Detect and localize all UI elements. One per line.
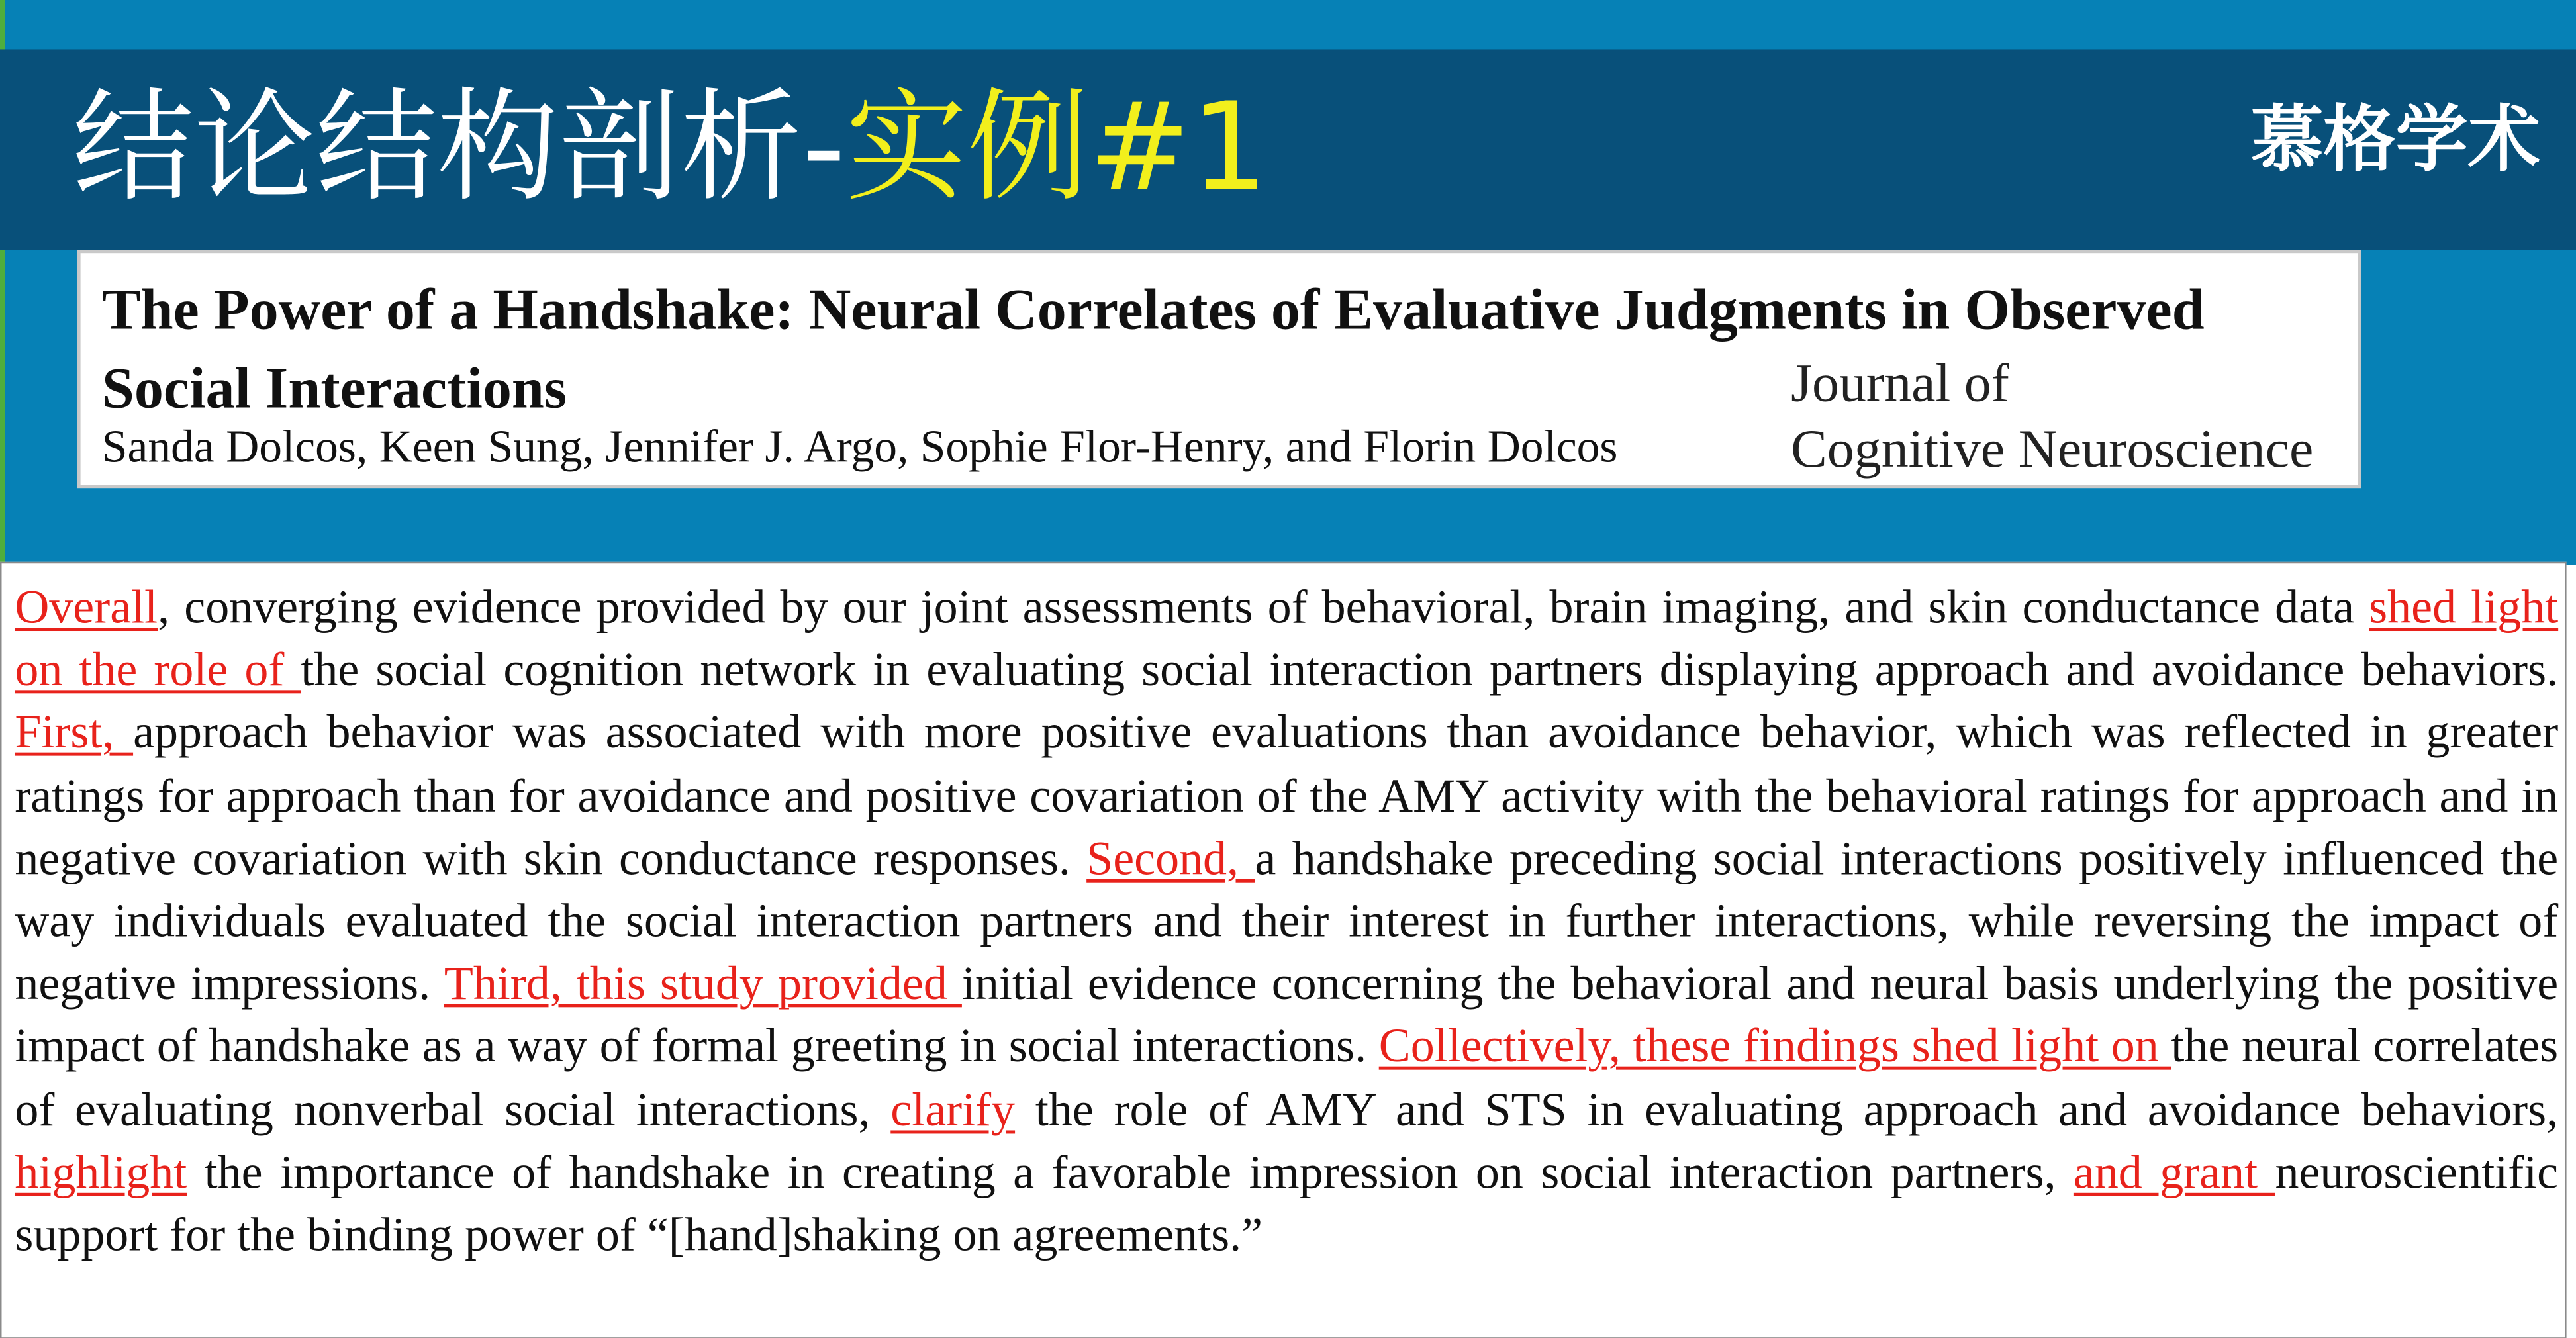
slide-title-highlight: 实例#1	[845, 77, 1268, 219]
journal-line-1: Journal of	[1791, 355, 2009, 414]
conclusion-text-segment: initial evidence concerning the behavioral and neural basis underlying the positive impact of handshake as a way of formal greeting in social interactions.	[15, 958, 2559, 1074]
conclusion-signal-phrase: Collectively, these findings shed light on	[1378, 1021, 2171, 1074]
paper-citation-card	[77, 250, 2361, 488]
conclusion-text-segment: approach behavior was associated with more positive evaluations than avoidance behavior, which was reflected in greater ratings for approach than for avoidance and positive covariation of the AMY activity with the behavioral ratings for approach and in negative covariation with skin conductance responses.	[15, 707, 2559, 886]
conclusion-text-segment: the social cognition network in evaluating social interaction partners displaying approach and avoidance behaviors.	[301, 644, 2559, 697]
conclusion-signal-phrase: Second,	[1086, 832, 1255, 886]
conclusion-signal-phrase: Overall	[15, 581, 158, 634]
conclusion-text-segment: a handshake preceding social interactions positively influenced the way individuals evaluated the social interaction partners and their interest in further interactions, while reversing the impact of negative impressions.	[15, 832, 2559, 1011]
conclusion-panel	[0, 562, 2567, 1338]
conclusion-signal-phrase: shed light on the role of	[15, 581, 2559, 697]
conclusion-signal-phrase: Third, this study provided	[444, 958, 962, 1011]
conclusion-signal-phrase: and grant	[2073, 1146, 2275, 1200]
conclusion-text-segment: , converging evidence provided by our joint assessments of behavioral, brain imaging, and skin conductance data	[158, 581, 2369, 634]
conclusion-text-segment: neuroscientific support for the binding power of “[hand]shaking on agreements.”	[15, 1146, 2559, 1263]
brand-logo-text: 慕格学术	[2251, 98, 2540, 183]
paper-title: The Power of a Handshake: Neural Correlates of Evaluative Judgments in Observed Social Interactions	[101, 275, 2205, 421]
paper-authors: Sanda Dolcos, Keen Sung, Jennifer J. Argo, Sophie Flor-Henry, and Florin Dolcos	[101, 422, 1618, 473]
journal-name	[1791, 352, 2313, 483]
conclusion-text-segment: the neural correlates of evaluating nonverbal social interactions,	[15, 1021, 2559, 1137]
slide-title	[72, 62, 1268, 233]
conclusion-text-segment: the importance of handshake in creating a favorable impression on social interaction partners,	[187, 1146, 2074, 1200]
journal-line-2: Cognitive Neuroscience	[1791, 420, 2314, 480]
conclusion-text-segment: the role of AMY and STS in evaluating approach and avoidance behaviors,	[1015, 1084, 2559, 1137]
conclusion-paragraph	[15, 577, 2558, 1267]
conclusion-signal-phrase: highlight	[15, 1146, 187, 1200]
slide-title-main: 结论结构剖析-	[72, 77, 846, 219]
conclusion-signal-phrase: clarify	[890, 1084, 1016, 1137]
conclusion-signal-phrase: First,	[15, 707, 134, 760]
